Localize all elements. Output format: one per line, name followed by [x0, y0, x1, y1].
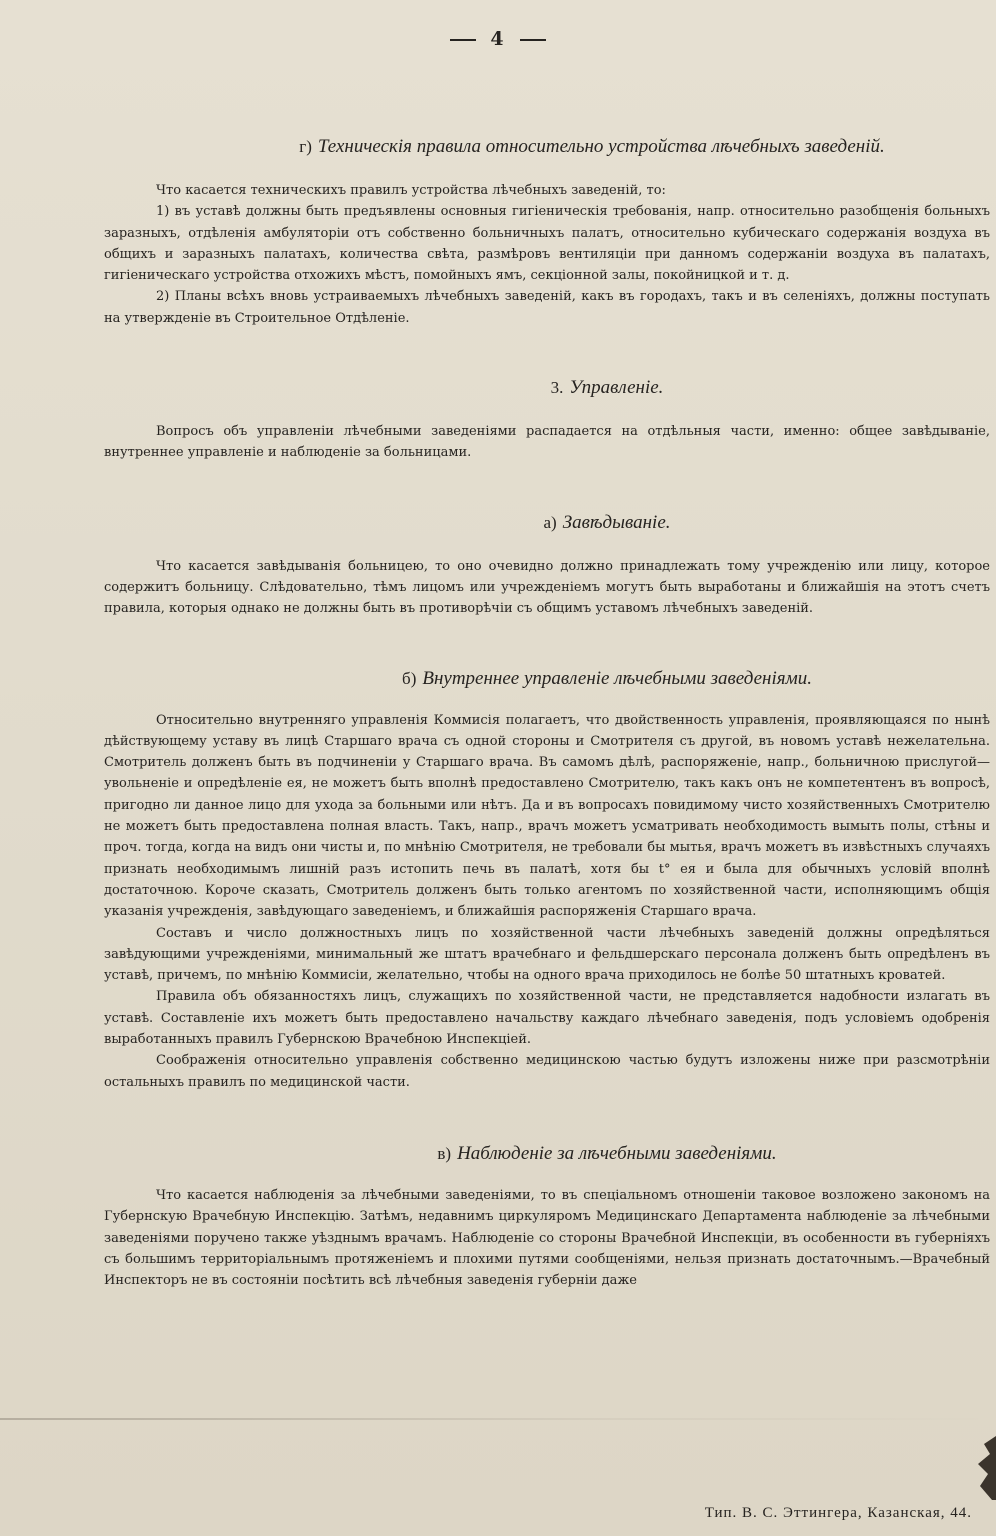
section-heading-supervision: в) Наблюденіе за лѣчебными заведеніями. — [437, 1142, 777, 1164]
paragraph: Что касается завѣдыванія больницею, то оно очевидно должно принадлежать тому учрежденію или лицу, которое содержитъ больницу. Слѣдовательно, тѣмъ лицомъ или учрежденіемъ могутъ быть выработаны и ближайшія на этотъ счетъ правила, которыя однако не должны быть въ противорѣчіи съ общимъ уставомъ лѣчебныхъ заведеній. — [104, 558, 990, 617]
paragraph: Правила объ обязанностяхъ лицъ, служащихъ по хозяйственной части, не представляется надобности излагать въ уставѣ. Составленіе ихъ можетъ быть предоставлено начальству каждаго лѣчебнаго заведенія, подъ условіемъ одобренія выработанныхъ правилъ Губернскою Врачебною Инспекціей. — [104, 989, 990, 1048]
document-body — [104, 132, 990, 1291]
dash-left — [450, 39, 476, 41]
section-heading-internal-management: б) Внутреннее управленіе лѣчебными заведеніями. — [402, 667, 812, 689]
section-heading-technical-rules: г) Техническія правила относительно устройства лѣчебныхъ заведеній. — [299, 136, 885, 157]
dash-right — [520, 39, 546, 41]
paragraph: Что касается техническихъ правилъ устройства лѣчебныхъ заведеній, то: — [156, 183, 666, 198]
printer-imprint: Тип. В. С. Эттингера, Казанская, 44. — [704, 1505, 972, 1521]
paragraph: 1) въ уставѣ должны быть предъявлены основныя гигіеническія требованія, напр. относительно разобщенія больныхъ заразныхъ, отдѣленія амбуляторіи отъ собственно больничныхъ палатъ, относительно кубическаго содержанія воздуха въ общихъ и заразныхъ палатахъ, количества свѣта, размѣровъ вентиляціи при данномъ содержаніи воздуха въ палатахъ, гигіеническаго устройства отхожихъ мѣстъ, помойныхъ ямъ, секціонной залы, покойницкой и т. д. — [104, 204, 990, 284]
paragraph: Соображенія относительно управленія собственно медицинскою частью будутъ изложены ниже при разсмотрѣніи остальныхъ правилъ по медицинской части. — [104, 1053, 990, 1090]
page-number: 4 — [0, 28, 996, 50]
paragraph: Что касается наблюденія за лѣчебными заведеніями, то въ спеціальномъ отношеніи таковое возложено закономъ на Губернскую Врачебную Инспекцію. Затѣмъ, недавнимъ циркуляромъ Медицинскаго Департамента наблюденіе за лѣчебными заведеніями поручено также уѣзднымъ врачамъ. Наблюденіе со стороны Врачебной Инспекціи, въ особенности въ губерніяхъ съ большимъ территоріальнымъ протяженіемъ и плохими путями сообщеніями, нельзя признать достаточнымъ.—Врачебный Инспекторъ не въ состояніи посѣтить всѣ лѣчебныя заведенія губерніи даже — [104, 1187, 990, 1289]
paragraph: Относительно внутренняго управленія Коммисія полагаетъ, что двойственность управленія, проявляющаяся по нынѣ дѣйствующему уставу въ лицѣ Старшаго врача съ одной стороны и Смотрителя съ другой, въ новомъ уставѣ нежелательна. Смотритель долженъ быть въ подчиненіи у Старшаго врача. Въ самомъ дѣлѣ, распоряженіе, напр., больничною прислугой—увольненіе и опредѣленіе ея, не можетъ быть вполнѣ предоставлено Смотрителю, такъ какъ онъ не компетентенъ въ вопросѣ, пригодно ли данное лицо для ухода за больными или нѣтъ. Да и въ вопросахъ повидимому чисто хозяйственныхъ Смотрителю не можетъ быть предоставлена полная власть. Такъ, напр., врачъ можетъ усматривать необходимость вымыть полы, стѣны и проч. тогда, когда на видъ они чисты и, по мнѣнію Смотрителя, не требовали бы мытья, врачъ можетъ въ извѣстныхъ случаяхъ признать необходимымъ лишній разъ истопить печь въ палатѣ, хотя бы t° ея и была для обычныхъ условій вполнѣ достаточною. Короче сказать, Смотритель долженъ быть только агентомъ по хозяйственной части, исполняющимъ общія указанія учрежденія, завѣдующаго заведеніемъ, и ближайшія распоряженія Старшаго врача. — [104, 712, 990, 920]
paper-tear-mark — [966, 1436, 996, 1500]
paper-fold-line — [0, 1418, 996, 1420]
section-heading-management: 3. Управленіе. — [550, 377, 664, 399]
paragraph: 2) Планы всѣхъ вновь устраиваемыхъ лѣчебныхъ заведеній, какъ въ городахъ, такъ и въ селеніяхъ, должны поступать на утвержденіе въ Строительное Отдѣленіе. — [104, 289, 990, 326]
section-heading-administration: а) Завѣдываніе. — [543, 511, 671, 533]
paragraph: Составъ и число должностныхъ лицъ по хозяйственной части лѣчебныхъ заведеній должны опредѣляться завѣдующими учрежденіями, минимальный же штатъ врачебнаго и фельдшерскаго персонала долженъ быть опредѣленъ въ уставѣ, причемъ, по мнѣнію Коммисіи, желательно, чтобы на одного врача приходилось не болѣе 50 штатныхъ кроватей. — [104, 925, 990, 984]
paragraph: Вопросъ объ управленіи лѣчебными заведеніями распадается на отдѣльныя части, именно: общее завѣдываніе, внутреннее управленіе и наблюденіе за больницами. — [104, 424, 990, 461]
